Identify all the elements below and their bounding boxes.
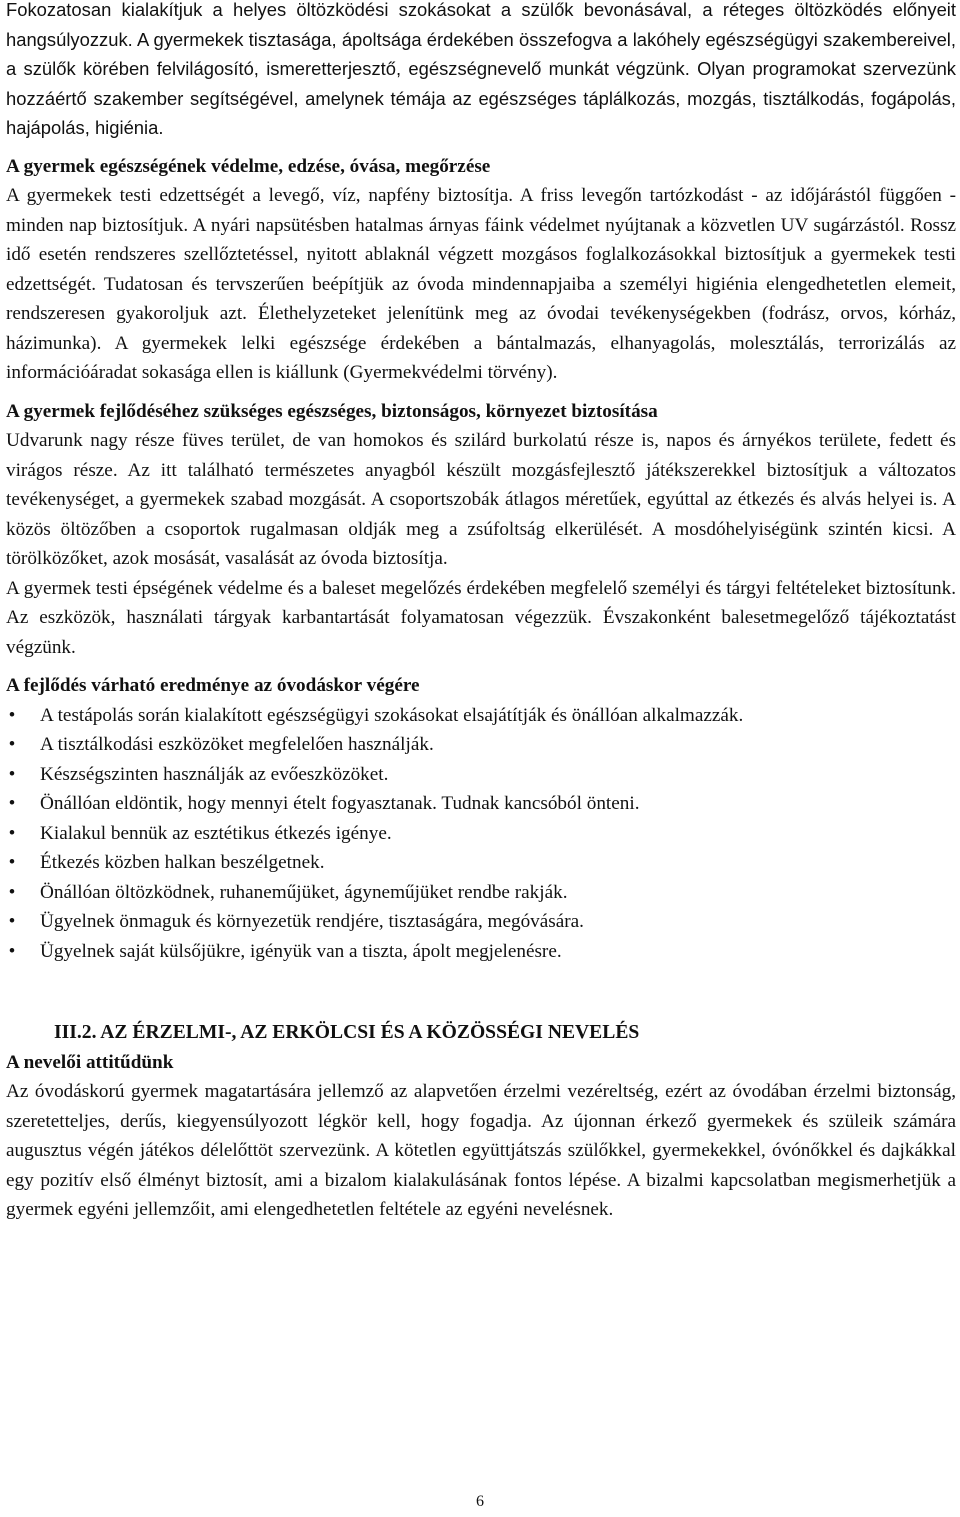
list-item-text: Étkezés közben halkan beszélgetnek. (40, 852, 325, 873)
bullet-icon: • (8, 852, 16, 873)
list-item (6, 730, 956, 760)
bullet-icon: • (8, 822, 16, 844)
bullet-icon: • (8, 881, 16, 903)
list-item-text: Ügyelnek önmaguk és környezetük rendjére, tisztaságára, megóvására. (40, 911, 584, 932)
list-item-text: Ügyelnek saját külsőjükre, igényük van a tiszta, ápolt megjelenésre. (40, 940, 562, 962)
bullet-icon: • (8, 734, 16, 755)
environment-paragraph-1: Udvarunk nagy része füves terület, de van homokos és szilárd burkolatú része is, napos és árnyékos területe, fedett és virágos része. Az itt található természetes anyagból készült mozgásfejlesztő játékszerekkel biztosítjuk a változatos tevékenységet, a gyermekek szabad mozgását. A csoportszobák átlagos méretűek, egyúttal az étkezés és alvás helyei is. A közös öltözőben a csoportok rugalmasan oldják meg a zsúfoltság elkerülését. A mosdóhelyiségünk szintén kicsi. A törölközőket, azok mosását, vasalását az óvoda biztosítja. (6, 430, 956, 569)
bullet-icon: • (8, 763, 16, 785)
environment-paragraph-2: A gyermek testi épségének védelme és a baleset megelőzés érdekében megfelelő személyi és tárgyi feltételeket biztosítunk. Az eszközök, használati tárgyak karbantartását folyamatosan végezzük. Évszakonként balesetmegelőző tájékoztatást végzünk. (6, 577, 956, 658)
list-item (6, 907, 956, 937)
bullet-icon: • (8, 911, 16, 932)
list-item (6, 819, 956, 849)
list-item-text: Önállóan eldöntik, hogy mennyi ételt fogyasztanak. Tudnak kancsóból önteni. (40, 793, 640, 814)
protection-heading: A gyermek egészségének védelme, edzése, óvása, megőrzése (6, 155, 491, 177)
list-item (6, 848, 956, 878)
list-item-text: Önállóan öltözködnek, ruhaneműjüket, ágyneműjüket rendbe rakják. (40, 881, 568, 903)
outcome-heading: A fejlődés várható eredménye az óvodáskor végére (6, 675, 420, 696)
list-item (6, 760, 956, 790)
bullet-icon: • (8, 793, 16, 814)
list-item (6, 937, 956, 967)
list-item-text: Készségszinten használják az evőeszközöket. (40, 763, 389, 785)
page-number: 6 (476, 1493, 484, 1510)
attitude-paragraph: Az óvodáskorú gyermek magatartására jellemző az alapvetően érzelmi vezéreltség, ezért az óvodában érzelmi biztonság, szeretetteljes, derűs, kiegyensúlyozott légkör kell, hogy fogadja. Az újonnan érkező gyermekek és szüleik számára augusztus végén játékos délelőttöt szervezünk. A kötetlen együttjátszás szülőkkel, gyermekekkel, óvónőkkel és dajkákkal egy pozitív első élményt biztosít, ami a bizalom kialakulásának fontos lépése. A bizalmi kapcsolatban megismerhetjük a gyermek egyéni jellemzőit, ami elengedhetetlen feltétele az egyéni nevelésnek. (6, 1081, 956, 1220)
bullet-icon: • (8, 940, 16, 962)
attitude-heading: A nevelői attitűdünk (6, 1051, 174, 1073)
list-item-text: Kialakul bennük az esztétikus étkezés igénye. (40, 822, 392, 844)
bullet-icon: • (8, 704, 16, 726)
outcome-list (6, 701, 956, 967)
list-item (6, 789, 956, 819)
list-item (6, 701, 956, 731)
document-page (6, 0, 956, 1225)
list-item-text: A tisztálkodási eszközöket megfelelően használják. (40, 734, 434, 755)
list-item-text: A testápolás során kialakított egészségügyi szokásokat elsajátítják és önállóan alkalmazzák. (40, 704, 744, 726)
intro-paragraph: Fokozatosan kialakítjuk a helyes öltözködési szokásokat a szülők bevonásával, a réteges öltözködés előnyeit hangsúlyozzuk. A gyermekek tisztasága, ápoltsága érdekében összefogva a lakóhely egészségügyi szakembereivel, a szülők körében felvilágosító, ismeretterjesztő, egészségnevelő munkát végzünk. Olyan programokat szervezünk hozzáértő szakember segítségével, amelynek témája az egészséges táplálkozás, mozgás, tisztálkodás, fogápolás, hajápolás, higiénia. (6, 0, 956, 138)
protection-paragraph: A gyermekek testi edzettségét a levegő, víz, napfény biztosítja. A friss levegőn tartózkodást - az időjárástól függően - minden nap biztosítjuk. A nyári napsütésben hatalmas árnyas fáink védelmet nyújtanak a közvetlen UV sugárzástól. Rossz idő esetén rendszeres szellőztetéssel, nyitott ablaknál végzett mozgásos foglalkozásokkal biztosítjuk a gyermekek testi edzettségét. Tudatosan és tervszerűen beépítjük az óvoda mindennapjaiba a személyi higiénia elengedhetetlen elemeit, rendszeresen gyakoroljuk azt. Élethelyzeteket jelenítünk meg az óvodai tevékenységekben (fodrász, orvos, kórház, házimunka). A gyermekek lelki egészsége érdekében a bántalmazás, elhanyagolás, molesztálás, terrorizálás az információáradat sokasága ellen is kiállunk (Gyermekvédelmi törvény). (6, 185, 956, 383)
environment-heading: A gyermek fejlődéséhez szükséges egészséges, biztonságos, környezet biztosítása (6, 400, 658, 422)
chapter-heading: III.2. AZ ÉRZELMI-, AZ ERKÖLCSI ÉS A KÖZÖSSÉGI NEVELÉS (54, 1022, 640, 1043)
list-item (6, 878, 956, 908)
